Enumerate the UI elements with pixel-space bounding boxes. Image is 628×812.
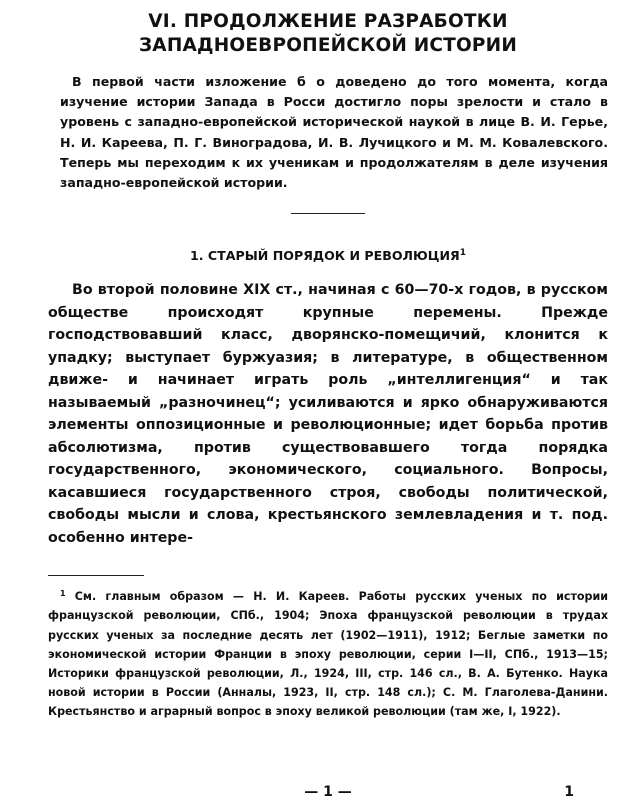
section-footnote-marker[interactable]: 1 <box>459 248 466 259</box>
section-title <box>48 244 608 265</box>
footnote-divider <box>48 575 144 576</box>
section-title-text: 1. СТАРЫЙ ПОРЯДОК И РЕВОЛЮЦИЯ <box>190 248 460 264</box>
intro-paragraph: В первой части изложение б о доведено до того момента, когда изучение истории Запада в Росси достигло поры зрелости и стало в уровень с западно-европейской исторической наукой в лице В. И. Герье, Н. И. Кареева, П. Г. Виноградова, И. В. Лучицкого и М. М. Ковалевского. Теперь мы переходим к их ученикам и продолжателям в деле изучения западно-европейской истории. <box>60 74 608 191</box>
body-paragraph: Во второй половине XIX ст., начиная с 60—70-х годов, в русском обществе происходят крупные перемены. Прежде господствовавший класс, дворянско-помещичий, клонится к упадку; выступает буржуазия; в литературе, в общественном движе- и начинает играть роль „интеллигенция“ и так называемый „разночинец“; усиливаются и ярко обнаруживаются элементы оппозиционные и революционные; идет борьба против абсолютизма, против существовавшего тогда порядка государственного, экономического, социального. Вопросы, касавшиеся государственного строя, свободы политической, свободы мысли и слова, крестьянского землевладения и т. под. особенно интере- <box>48 282 608 546</box>
footnote-marker: 1 <box>60 589 66 599</box>
footnote <box>48 584 608 721</box>
chapter-title <box>48 10 608 58</box>
chapter-title-line-1: VI. ПРОДОЛЖЕНИЕ РАЗРАБОТКИ <box>148 11 508 32</box>
signature-mark: 1 <box>564 784 574 800</box>
page-number: — 1 — <box>304 784 352 800</box>
footnote-text: См. главным образом — Н. И. Кареев. Работы русских ученых по истории французской революции, СПб., 1904; Эпоха французской революции в трудах русских ученых за последние десять лет (1902—1911), 1912; Беглые заметки по экономической истории Франции в эпоху революции, серии I—II, СПб., 1913—15; Историки французской революции, Л., 1924, III, стр. 146 сл., В. А. Бутенко. Наука новой истории в России (Анналы, 1923, II, стр. 148 сл.); С. М. Глаголева-Данини. Крестьянство и аграрный вопрос в эпоху великой революции (там же, I, 1922). <box>48 590 608 719</box>
section-divider <box>291 213 365 214</box>
page-footer <box>48 784 608 804</box>
chapter-title-line-2: ЗАПАДНОЕВРОПЕЙСКОЙ ИСТОРИИ <box>138 35 518 56</box>
